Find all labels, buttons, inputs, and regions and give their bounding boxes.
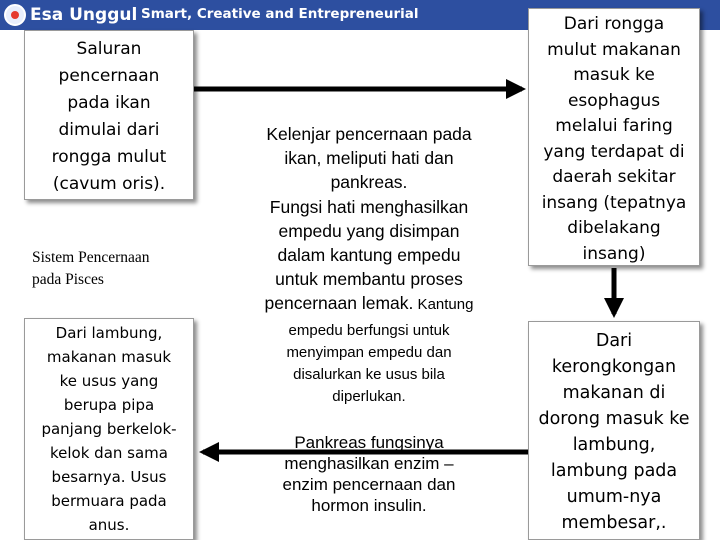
box-line: masuk ke: [573, 65, 655, 85]
text-tail: Kantung: [413, 296, 474, 314]
box-line: pencernaan: [58, 66, 160, 86]
box-line: lambung,: [572, 435, 656, 455]
box-line: Dari lambung,: [55, 324, 163, 342]
esophagus-box: [528, 8, 700, 266]
pancreas-text: [246, 432, 492, 516]
text-line: pankreas.: [330, 172, 408, 193]
box-line: lambung pada: [550, 461, 678, 481]
logo-text: Esa Unggul: [30, 5, 138, 25]
box-line: makanan di: [562, 383, 666, 403]
text-line: empedu yang disimpan: [278, 220, 460, 241]
text-line: hormon insulin.: [311, 496, 427, 515]
box-line: panjang berkelok-: [41, 420, 177, 438]
box-line: insang): [582, 243, 646, 264]
box-line: rongga mulut: [51, 147, 167, 167]
text-line: ikan, meliputi hati dan: [284, 148, 454, 169]
box-line: (cavum oris).: [52, 174, 166, 194]
box-line: dibelakang: [567, 218, 661, 238]
text-line: Fungsi hati menghasilkan: [269, 196, 469, 217]
box-line: melalui faring: [555, 116, 673, 136]
box-line: kelok dan sama: [50, 444, 168, 462]
text-line: Pankreas fungsinya: [294, 433, 444, 452]
text-line: untuk membantu proses: [275, 269, 463, 290]
text-line: menghasilkan enzim –: [284, 454, 454, 473]
box-line: esophagus: [567, 90, 661, 111]
box-line: yang terdapat di: [543, 141, 685, 162]
box-line: ke usus yang: [59, 372, 159, 390]
box-line: kerongkongan: [551, 357, 677, 377]
box-line: bermuara pada: [51, 492, 167, 510]
text-line: Kelenjar pencernaan pada: [266, 124, 472, 144]
text-line: dalam kantung empedu: [277, 245, 461, 266]
box-line: makanan masuk: [46, 348, 172, 366]
box-line: mulut makanan: [547, 39, 681, 60]
box-line: anus.: [88, 516, 130, 534]
box-line: Dari: [595, 331, 633, 351]
title-line: Sistem Pencernaan: [32, 249, 150, 266]
box-line: Dari rongga: [563, 14, 665, 34]
tagline: Smart, Creative and Entrepreneurial: [141, 6, 419, 22]
box-line: membesar,.: [561, 513, 667, 533]
mouth-box: [24, 30, 194, 200]
box-line: Saluran: [76, 39, 142, 59]
stomach-box: [24, 318, 194, 540]
page-title: [32, 247, 212, 291]
box-line: berupa pipa: [63, 396, 155, 414]
text-line: diperlukan.: [332, 387, 406, 405]
box-line: insang (tepatnya: [541, 192, 687, 213]
box-line: umum-nya: [566, 487, 662, 507]
text-line: disalurkan ke usus bila: [293, 365, 445, 383]
throat-box: [528, 321, 700, 540]
box-line: daerah sekitar: [552, 167, 676, 187]
box-line: pada ikan: [67, 93, 151, 113]
text-line: enzim pencernaan dan: [282, 475, 456, 494]
text-bold: pencernaan lemak.: [264, 293, 414, 314]
text-line: empedu berfungsi untuk: [288, 321, 450, 339]
glands-description: [240, 122, 498, 408]
title-line: pada Pisces: [32, 271, 104, 288]
box-line: dorong masuk ke: [538, 409, 690, 429]
text-line: [240, 291, 498, 317]
box-line: dimulai dari: [58, 120, 160, 140]
text-line: menyimpan empedu dan: [286, 343, 452, 361]
box-line: besarnya. Usus: [51, 468, 167, 486]
